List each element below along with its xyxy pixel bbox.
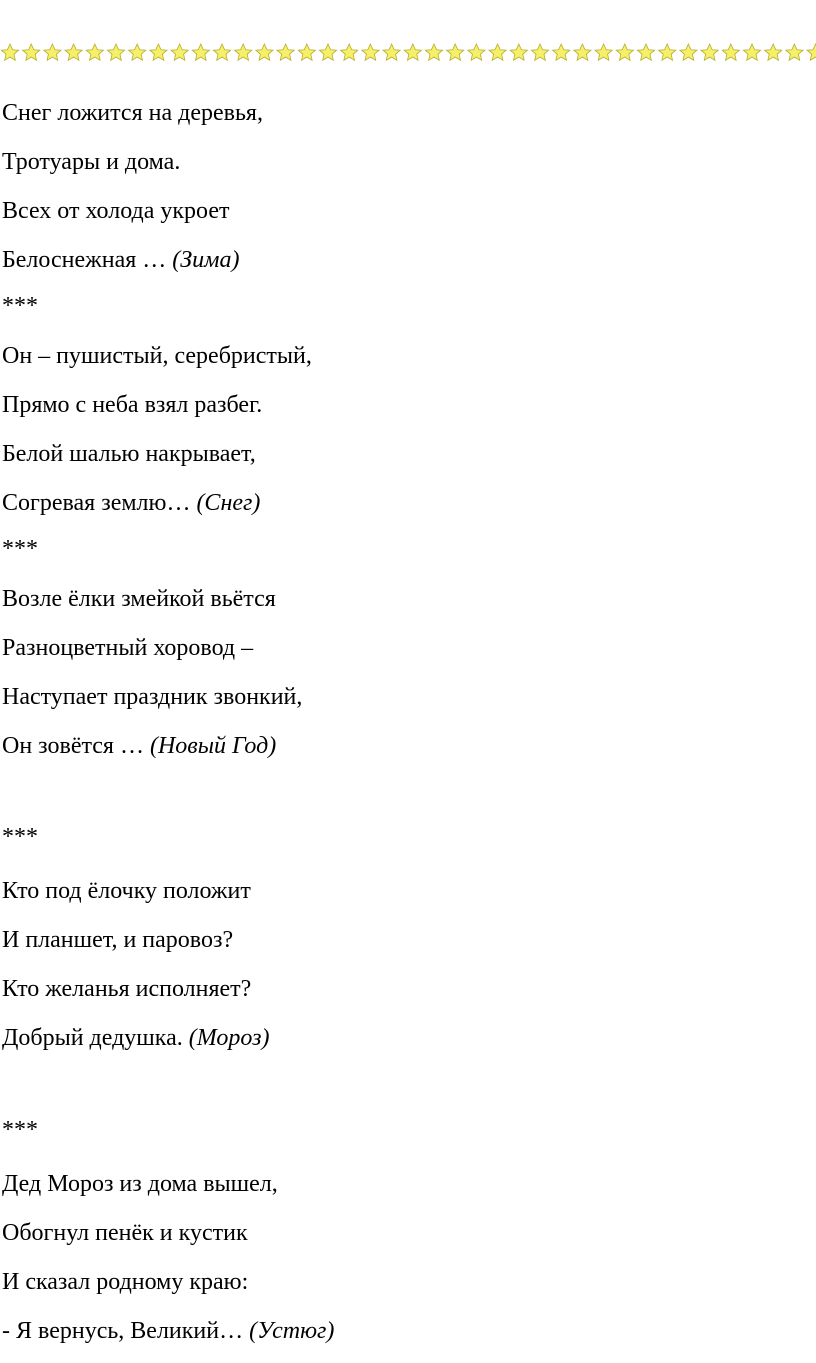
star-icon xyxy=(553,44,570,60)
star-icon xyxy=(44,44,61,60)
star-icon xyxy=(447,44,464,60)
star-icon xyxy=(23,44,40,60)
stanza-4-line-2: И планшет, и паровоз? xyxy=(2,927,234,953)
star-icon xyxy=(510,44,527,60)
stanza-2-line-2: Прямо с неба взял разбег. xyxy=(2,392,263,418)
stanza-4-line-1: Кто под ёлочку положит xyxy=(2,878,251,904)
star-icon xyxy=(150,44,167,60)
riddle-answer: (Зима) xyxy=(172,247,240,273)
star-icon xyxy=(807,44,816,60)
stanza-5-line-2: Обогнул пенёк и кустик xyxy=(2,1220,248,1246)
star-icon xyxy=(235,44,252,60)
stanza-2-line-4 xyxy=(2,489,260,517)
star-icon xyxy=(616,44,633,60)
star-icon xyxy=(362,44,379,60)
stanza-separator: *** xyxy=(2,293,38,319)
riddle-line: Он зовётся … xyxy=(2,733,150,759)
stanza-5-line-3: И сказал родному краю: xyxy=(2,1269,249,1295)
star-icon xyxy=(680,44,697,60)
star-icon xyxy=(383,44,400,60)
star-icon xyxy=(341,44,358,60)
star-icon xyxy=(1,44,18,60)
star-icon xyxy=(298,44,315,60)
star-icon xyxy=(531,44,548,60)
stanza-4-line-4 xyxy=(2,1024,269,1052)
star-icon xyxy=(574,44,591,60)
riddle-answer: (Устюг) xyxy=(249,1318,335,1344)
stanza-4-line-3: Кто желанья исполняет? xyxy=(2,976,252,1002)
stanza-5-line-4 xyxy=(2,1317,334,1345)
star-icon xyxy=(489,44,506,60)
star-icon xyxy=(86,44,103,60)
star-icon xyxy=(256,44,273,60)
stanza-2-line-3: Белой шалью накрывает, xyxy=(2,441,256,467)
star-icon xyxy=(129,44,146,60)
star-icon xyxy=(192,44,209,60)
riddle-answer: (Снег) xyxy=(196,490,261,516)
stanza-1-line-2: Тротуары и дома. xyxy=(2,149,181,175)
stanza-separator: *** xyxy=(2,536,38,562)
star-icon xyxy=(722,44,739,60)
star-icon xyxy=(171,44,188,60)
riddle-answer: (Новый Год) xyxy=(149,733,277,759)
riddle-line: Белоснежная … xyxy=(2,247,173,273)
star-icon xyxy=(595,44,612,60)
riddle-line: - Я вернусь, Великий… xyxy=(2,1318,250,1344)
stanza-1-line-3: Всех от холода укроет xyxy=(2,198,230,224)
riddle-answer: (Мороз) xyxy=(188,1025,270,1051)
stanza-2-line-1: Он – пушистый, серебристый, xyxy=(2,343,312,369)
star-icon xyxy=(637,44,654,60)
star-icon xyxy=(319,44,336,60)
star-icon xyxy=(659,44,676,60)
stanza-1-line-1: Снег ложится на деревья, xyxy=(2,100,263,126)
riddle-line: Согревая землю… xyxy=(2,490,197,516)
stanza-3-line-4 xyxy=(2,732,276,760)
star-icon xyxy=(425,44,442,60)
star-icon xyxy=(765,44,782,60)
star-icon xyxy=(404,44,421,60)
star-icon xyxy=(701,44,718,60)
star-border xyxy=(0,40,816,66)
star-icon xyxy=(277,44,294,60)
stanza-separator: *** xyxy=(2,1117,38,1143)
riddle-line: Добрый дедушка. xyxy=(2,1025,189,1051)
star-icon xyxy=(107,44,124,60)
star-icon xyxy=(213,44,230,60)
stanza-3-line-1: Возле ёлки змейкой вьётся xyxy=(2,586,276,612)
stanza-3-line-2: Разноцветный хоровод – xyxy=(2,635,254,661)
stanza-5-line-1: Дед Мороз из дома вышел, xyxy=(2,1171,278,1197)
star-icon xyxy=(468,44,485,60)
stanza-3-line-3: Наступает праздник звонкий, xyxy=(2,684,303,710)
star-icon xyxy=(743,44,760,60)
stanza-1-line-4 xyxy=(2,246,239,274)
star-icon xyxy=(65,44,82,60)
star-icon xyxy=(786,44,803,60)
stanza-separator: *** xyxy=(2,824,38,850)
